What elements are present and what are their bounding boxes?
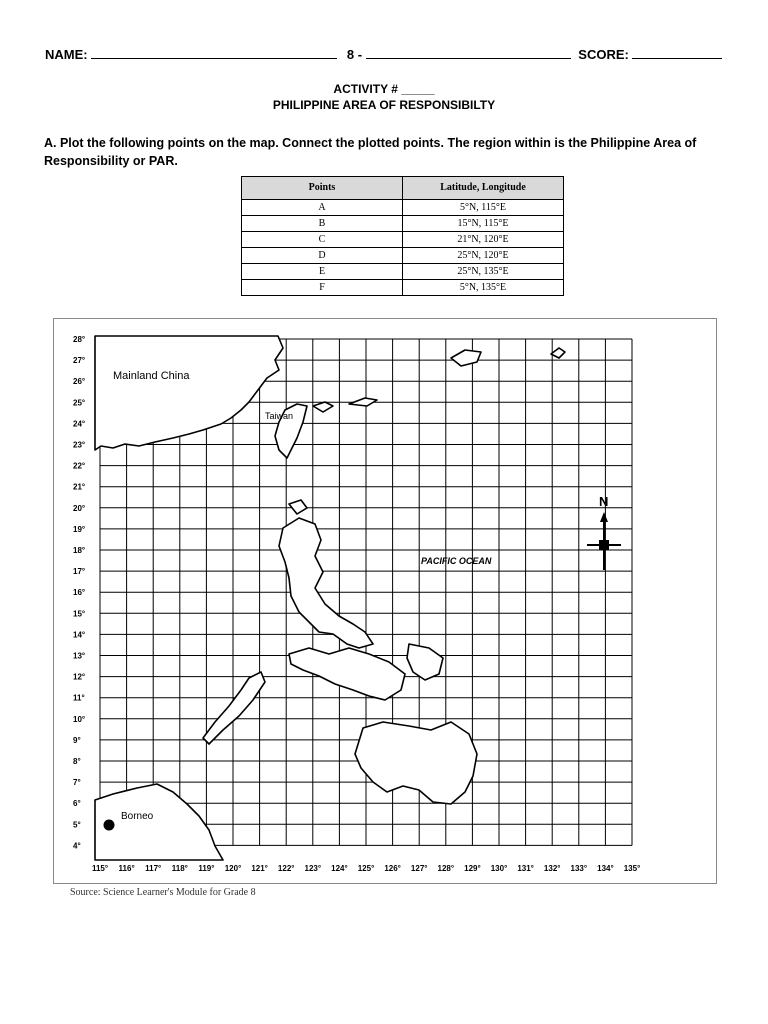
points-header: Points (242, 177, 403, 200)
longitude-tick-label: 132° (543, 864, 561, 873)
activity-subtitle: PHILIPPINE AREA OF RESPONSIBILTY (272, 98, 496, 112)
coord-cell: 25°N, 120°E (403, 248, 564, 264)
latitude-tick-label: 28° (73, 335, 86, 344)
longitude-tick-label: 116° (118, 864, 135, 873)
latitude-tick-label: 6° (73, 799, 81, 809)
longitude-tick-label: 129° (464, 864, 481, 873)
section-field[interactable] (366, 46, 571, 59)
score-field[interactable] (632, 46, 722, 59)
coord-cell: 5°N, 135°E (403, 280, 564, 296)
latitude-tick-label: 5° (73, 820, 81, 830)
north-label: N (599, 494, 609, 509)
name-field[interactable] (91, 46, 337, 59)
longitude-tick-label: 126° (384, 864, 401, 873)
latitude-tick-label: 21° (73, 482, 86, 492)
table-row (242, 248, 564, 264)
longitude-tick-label: 121° (251, 864, 268, 873)
point-cell: E (242, 264, 403, 280)
par-map[interactable] (53, 318, 717, 889)
map-svg[interactable] (53, 318, 717, 884)
latitude-tick-label: 26° (73, 377, 86, 387)
score-label: SCORE: (578, 47, 629, 62)
latitude-tick-label: 9° (73, 735, 81, 745)
table-row (242, 232, 564, 248)
points-table (241, 176, 564, 296)
longitude-tick-label: 117° (145, 864, 162, 873)
longitude-tick-label: 123° (304, 864, 322, 873)
longitude-tick-label: 134° (597, 864, 614, 873)
activity-title: ACTIVITY # _____ (333, 82, 435, 96)
source-caption: Source: Science Learner's Module for Grade 8 (70, 887, 256, 898)
coord-cell: 5°N, 115°E (403, 200, 564, 216)
table-row (242, 200, 564, 216)
longitude-tick-label: 125° (357, 864, 375, 873)
taiwan-label: Taiwan (265, 411, 294, 421)
latitude-tick-label: 7° (73, 778, 81, 788)
coord-cell: 21°N, 120°E (403, 232, 564, 248)
latitude-tick-label: 8° (73, 757, 81, 766)
latitude-tick-label: 22° (73, 461, 86, 471)
name-label: NAME: (45, 47, 88, 62)
latitude-tick-label: 10° (73, 714, 86, 724)
longitude-labels (92, 864, 640, 873)
point-cell: D (242, 248, 403, 264)
latitude-tick-label: 12° (73, 672, 86, 682)
latitude-tick-label: 25° (73, 398, 86, 408)
longitude-tick-label: 127° (410, 864, 428, 873)
latlon-header: Latitude, Longitude (403, 177, 564, 200)
latitude-tick-label: 27° (73, 356, 86, 366)
latitude-tick-label: 24° (73, 419, 86, 429)
longitude-tick-label: 119° (198, 864, 215, 873)
longitude-tick-label: 133° (570, 864, 588, 873)
point-cell: C (242, 232, 403, 248)
point-cell: A (242, 200, 403, 216)
longitude-tick-label: 131° (517, 864, 534, 873)
borneo-label: Borneo (121, 811, 154, 822)
longitude-tick-label: 118° (171, 864, 188, 873)
longitude-tick-label: 135° (623, 864, 641, 873)
longitude-tick-label: 128° (437, 864, 455, 873)
latitude-tick-label: 17° (73, 567, 86, 577)
instructions: A. Plot the following points on the map. Connect the plotted points. The region within is the Philippine Area of Responsibility or PAR. (44, 136, 697, 168)
latitude-tick-label: 16° (73, 588, 86, 598)
china-label: Mainland China (113, 370, 190, 382)
table-row (242, 264, 564, 280)
longitude-tick-label: 115° (91, 864, 109, 873)
borneo-dot (104, 820, 115, 831)
latitude-tick-label: 20° (73, 503, 86, 513)
latitude-tick-label: 11° (73, 693, 85, 703)
coord-cell: 25°N, 135°E (403, 264, 564, 280)
latitude-tick-label: 15° (73, 609, 86, 619)
coord-cell: 15°N, 115°E (403, 216, 564, 232)
table-row (242, 216, 564, 232)
latitude-tick-label: 14° (73, 630, 86, 640)
longitude-tick-label: 130° (490, 864, 508, 873)
section-label: 8 - (346, 47, 363, 62)
latitude-tick-label: 4° (73, 841, 81, 851)
latitude-tick-label: 19° (73, 524, 86, 534)
point-cell: F (242, 280, 403, 296)
longitude-tick-label: 124° (331, 864, 348, 873)
latitude-tick-label: 18° (73, 546, 86, 555)
point-cell: B (242, 216, 403, 232)
table-row (242, 280, 564, 296)
pacific-ocean-label: PACIFIC OCEAN (421, 556, 492, 566)
student-info-header (45, 46, 725, 62)
longitude-tick-label: 120° (224, 864, 242, 873)
latitude-tick-label: 13° (73, 651, 86, 661)
longitude-tick-label: 122° (277, 864, 295, 873)
latitude-tick-label: 23° (73, 440, 86, 450)
